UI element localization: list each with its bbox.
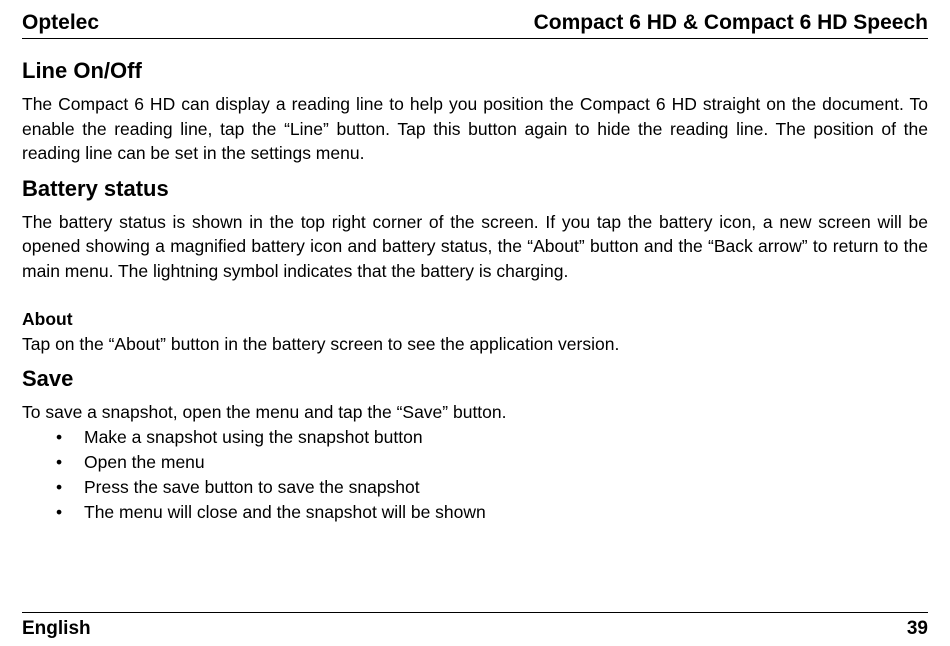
- section-battery: [22, 174, 928, 284]
- page-header: [22, 8, 928, 39]
- section-heading-line: Line On/Off: [22, 58, 142, 83]
- section-intro-save: To save a snapshot, open the menu and tap the “Save” button.: [22, 402, 507, 422]
- section-heading-save: Save: [22, 366, 74, 391]
- save-steps-list: [22, 425, 928, 525]
- product-title: Compact 6 HD & Compact 6 HD Speech: [533, 11, 928, 34]
- section-body-battery: The battery status is shown in the top right corner of the screen. If you tap the battery icon, a new screen will be opened showing a magnified battery icon and battery status, the “About” button and the “Back arrow” to return to the main menu. The lightning symbol indicates that the battery is charging.: [22, 211, 928, 281]
- section-body-about: Tap on the “About” button in the battery screen to see the application version.: [22, 333, 620, 354]
- page-content: [22, 56, 928, 525]
- section-heading-battery: Battery status: [22, 175, 169, 201]
- list-item: • Open the menu: [84, 450, 928, 475]
- footer-language: English: [22, 618, 91, 639]
- section-about: [22, 307, 928, 356]
- section-heading-about: About: [22, 309, 73, 329]
- page-number: 39: [906, 618, 928, 639]
- list-item: • The menu will close and the snapshot will be shown: [84, 500, 928, 525]
- section-save: [22, 364, 928, 525]
- list-item: • Make a snapshot using the snapshot button: [84, 425, 928, 450]
- page-footer: [22, 612, 928, 642]
- list-item: • Press the save button to save the snapshot: [84, 475, 928, 500]
- section-body-line: The Compact 6 HD can display a reading line to help you position the Compact 6 HD straight on the document. To enable the reading line, tap the “Line” button. Tap this button again to hide the reading line. The position of the reading line can be set in the settings menu.: [22, 94, 928, 163]
- brand-name: Optelec: [22, 11, 100, 34]
- section-line: [22, 56, 928, 166]
